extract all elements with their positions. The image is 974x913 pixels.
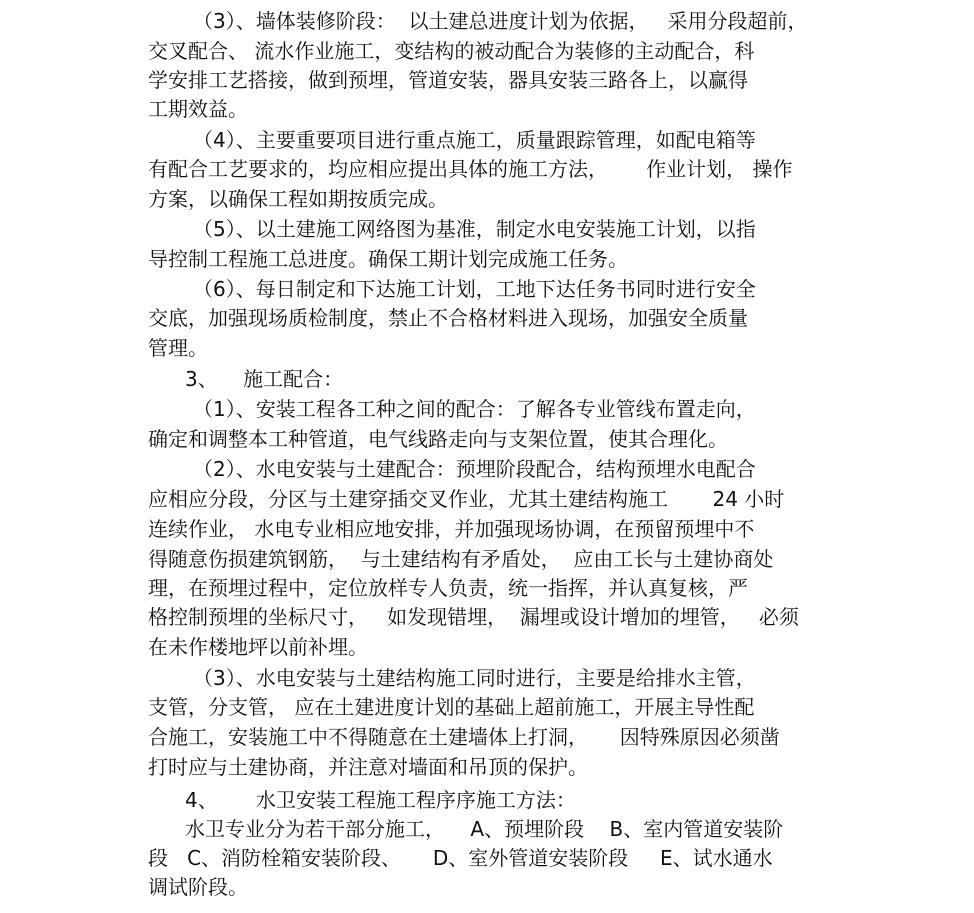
text-line-14: （1）、安装工程各工种之间的配合：了解各专业管线布置走向，: [193, 397, 756, 421]
text-line-17: 应相应分段，分区与土建穿插交叉作业，尤其土建结构施工 24 小时: [148, 487, 785, 511]
text-line-16: （2）、水电安装与土建配合：预埋阶段配合，结构预埋水电配合: [193, 457, 756, 481]
text-line-2: 交叉配合、 流水作业施工，变结构的被动配合为装修的主动配合，科: [148, 39, 755, 63]
text-line-3: 学安排工艺搭接，做到预埋，管道安装，器具安装三路各上，以赢得: [148, 68, 748, 92]
text-line-11: 交底，加强现场质检制度，禁止不合格材料进入现场，加强安全质量: [148, 306, 748, 330]
text-line-19: 得随意伤损建筑钢筋， 与土建结构有矛盾处， 应由工长与土建协商处: [148, 547, 774, 571]
text-line-7: 方案，以确保工程如期按质完成。: [148, 187, 448, 211]
text-line-22: 在未作楼地坪以前补埋。: [148, 635, 368, 659]
text-line-1: （3）、墙体装修阶段： 以土建总进度计划为依据， 采用分段超前，: [193, 9, 808, 33]
text-line-28: 水卫专业分为若干部分施工， A、预埋阶段 B、室内管道安装阶: [185, 817, 784, 841]
text-line-8: （5）、以土建施工网络图为基准，制定水电安装施工计划，以指: [193, 217, 756, 241]
text-line-12: 管理。: [148, 336, 208, 360]
text-line-29: 段 C、消防栓箱安装阶段、 D、室外管道安装阶段 E、试水通水: [148, 846, 773, 870]
text-line-6: 有配合工艺要求的，均应相应提出具体的施工方法， 作业计划， 操作: [148, 157, 793, 181]
text-line-20: 理，在预埋过程中，定位放样专人负责，统一指挥，并认真复核，严: [148, 576, 748, 600]
text-line-18: 连续作业， 水电专业相应地安排，并加强现场协调，在预留预埋中不: [148, 517, 755, 541]
text-line-23: （3）、水电安装与土建结构施工同时进行，主要是给排水主管，: [193, 666, 756, 690]
text-line-15: 确定和调整本工种管道，电气线路走向与支架位置，使其合理化。: [148, 427, 728, 451]
text-line-25: 合施工，安装施工中不得随意在土建墙体上打洞， 因特殊原因必须凿: [148, 725, 780, 749]
clipped-top-line: [148, 0, 368, 3]
text-line-30: 调试阶段。: [148, 875, 248, 899]
text-line-4: 工期效益。: [148, 97, 248, 121]
text-line-9: 导控制工程施工总进度。确保工期计划完成施工任务。: [148, 247, 628, 271]
section-heading-4: 4、 水卫安装工程施工程序序施工方法：: [185, 788, 576, 812]
section-heading-3: 3、 施工配合：: [185, 367, 344, 391]
text-line-21: 格控制预埋的坐标尺寸， 如发现错埋， 漏埋或设计增加的埋管， 必须: [148, 605, 799, 629]
text-line-26: 打时应与土建协商，并注意对墙面和吊顶的保护。: [148, 755, 588, 779]
text-line-5: （4）、主要重要项目进行重点施工，质量跟踪管理，如配电箱等: [193, 128, 756, 152]
text-line-10: （6）、每日制定和下达施工计划，工地下达任务书同时进行安全: [193, 277, 756, 301]
text-line-24: 支管，分支管， 应在土建进度计划的基础上超前施工，开展主导性配: [148, 695, 755, 719]
